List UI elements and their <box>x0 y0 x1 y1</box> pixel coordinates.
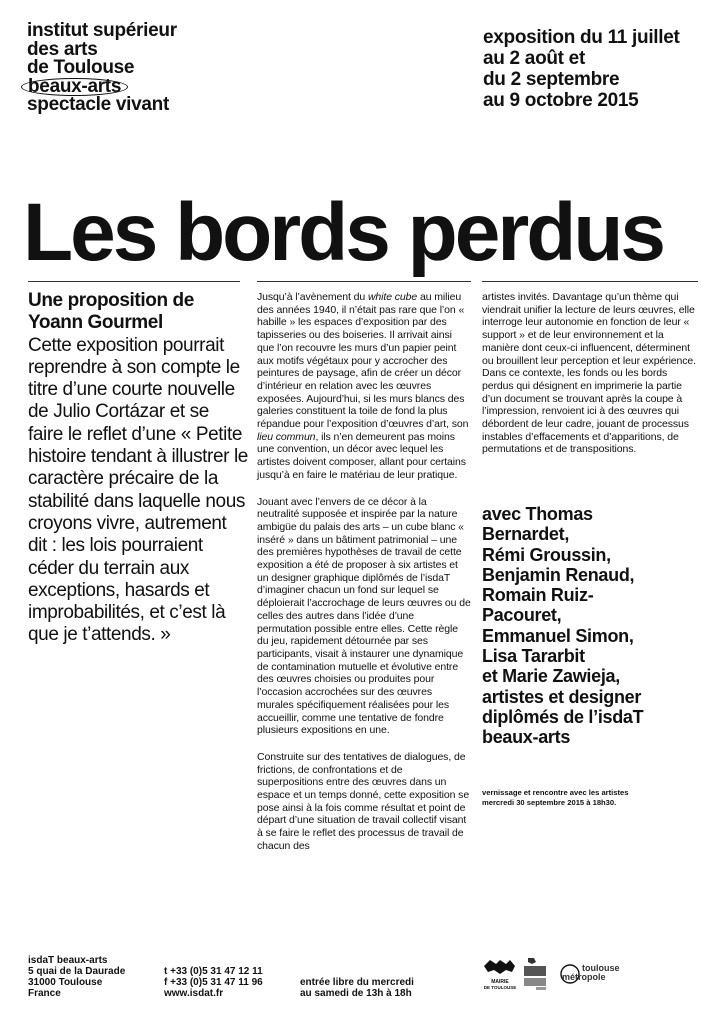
body-column-2 <box>257 291 471 867</box>
institution-line: spectacle vivant <box>27 94 170 115</box>
institution-line: institut supérieur <box>27 20 177 41</box>
address-line: 31000 Toulouse <box>28 977 103 988</box>
page-title: Les bords perdus <box>23 187 664 278</box>
vernissage-line: vernissage et rencontre avec les artistes <box>482 788 629 797</box>
phone-number: t +33 (0)5 31 47 12 11 <box>164 966 263 977</box>
paragraph: Jouant avec l’envers de ce décor à la neutralité supposée et inspirée par la nature ambigüe du palais des arts – un cube blanc « inséré » dans un bâtiment patrimonial – une des premières hypothèses de travail de cette exposition a été de proposer à six artistes et un designer graphique diplômés de l’isdaT d’imaginer chacun un fond sur lequel se déploierait l’accrochage de leurs œuvres ou de celles des autres dans l’idée d’une permutation possible entre elles. Cette règle du jeu, rapidement détournée par ses participants, visait à instaurer une dynamique de contamination mutuelle et évolutive entre des œuvres choisies ou produites pour l’occasion accrochées sur des œuvres murales spécifiquement réalisées pour les accueillir, comme une tentative de fondre plusieurs expositions en une. <box>257 495 471 737</box>
divider <box>482 281 698 282</box>
artist-line: Bernardet, <box>482 524 570 545</box>
paragraph: artistes invités. Davantage qu’un thème qui viendrait unifier la lecture de leurs œuvres, elle interroge leur autonomie en fonction de leur « support » et de leur environnement et la manière dont ceux-ci influencent, déterminent ou brouillent leur perception et leur expérience. <box>482 291 696 367</box>
artist-line: Emmanuel Simon, <box>482 625 634 646</box>
vernissage-info <box>482 788 697 807</box>
artist-line: Benjamin Renaud, <box>482 564 635 585</box>
footer-address <box>28 955 125 999</box>
address-line: 5 quai de la Daurade <box>28 966 126 977</box>
paragraph: Dans ce contexte, les fonds ou les bords perdus qui désignent en imprimerie la partie d’un document se trouvant après la coupe à l’impression, renvoient ici à des œuvres qui débordent de leur cadre, jouant de processus instables d’effacements et d’apparitions, de permutations et de transpositions. <box>482 367 689 456</box>
date-line: du 2 septembre <box>483 69 620 90</box>
government-logo <box>522 956 548 992</box>
address-line: isdaT beaux-arts <box>28 955 108 966</box>
intro-curator: Yoann Gourmel <box>28 312 163 334</box>
body-column-3 <box>482 291 700 456</box>
paragraph <box>257 291 471 482</box>
artist-line: Pacouret, <box>482 605 562 626</box>
logo-text: toulouse <box>582 963 620 973</box>
mairie-toulouse-logo <box>480 956 520 992</box>
artist-line: Rémi Groussin, <box>482 544 611 565</box>
text-emphasis: white cube <box>367 291 418 303</box>
date-line: au 9 octobre 2015 <box>483 90 639 111</box>
artist-line: et Marie Zawieja, <box>482 666 620 687</box>
artist-line: artistes et designer <box>482 686 642 707</box>
fax-number: f +33 (0)5 31 47 11 96 <box>164 977 263 988</box>
paragraph: Construite sur des tentatives de dialogues, de frictions, de confrontations et de superpositions entre des œuvres dans un espace et un temps donné, cette exposition se pose ainsi à la fois comme résultat et point de départ d’une situation de travail collectif visant à se faire le reflet des processus de travail de chacun des <box>257 750 470 852</box>
entry-line: entrée libre du mercredi <box>300 977 414 988</box>
date-line: au 2 août et <box>483 48 585 69</box>
institution-line: des arts <box>27 38 98 60</box>
institution-line: de Toulouse <box>27 57 135 78</box>
artist-line: beaux-arts <box>482 727 571 748</box>
text-run: Jusqu’à l’avènement du <box>257 291 368 303</box>
artists-list <box>482 504 697 748</box>
toulouse-metropole-logo <box>556 956 626 992</box>
date-line: exposition du 11 juillet <box>483 27 680 48</box>
logo-text: DE TOULOUSE <box>483 985 517 990</box>
vernissage-line: mercredi 30 septembre 2015 à 18h30. <box>482 797 617 807</box>
logo-text: MAIRIE <box>491 979 509 985</box>
logo-text: métropole <box>562 972 606 982</box>
divider <box>28 281 240 282</box>
address-line: France <box>28 988 61 999</box>
text-run: , ils n’en demeurent pas moins une convention, un décor avec lequel les artistes doivent composer, allant pour certains jusqu’à en faire le matériau de leur pratique. <box>257 430 466 481</box>
website-link[interactable]: www.isdat.fr <box>164 988 224 999</box>
intro-heading: Une proposition de <box>28 290 194 311</box>
artist-line: avec Thomas <box>482 504 593 524</box>
artist-line: Lisa Tararbit <box>482 646 585 667</box>
artist-line: Romain Ruiz- <box>482 585 594 606</box>
exhibition-dates <box>483 27 680 111</box>
text-run: au milieu des années 1940, il n’était pas rare que l’on « habille » les espaces d’exposition par des tapisseries ou des boiseries. Il arrivait ainsi que l’on recouvre les murs d’un papier peint aux motifs végétaux pour y accrocher des peintures de paysage, afin de créer un décor d’intérieur en relation avec les œuvres exposées. Aujourd’hui, si les murs blancs des galeries constituent la toile de fond la plus répandue pour l’exposition d’œuvres d’art, son <box>257 291 469 431</box>
footer-contact <box>164 966 263 999</box>
artist-line: diplômés de l’isdaT <box>482 706 644 727</box>
entry-line: au samedi de 13h à 18h <box>300 988 412 999</box>
intro-text: Cette exposition pourrait reprendre à son compte le titre d’une courte nouvelle de Julio Cortázar et se faire le reflet d’une « Petite histoire tendant à illustrer le caractère précaire de la stabilité dans laquelle nous croyons vivre, autrement dit : les lois pourraient céder du terrain aux exceptions, hasards et improbabilités, et c’est là que je t’attends. » <box>28 334 248 646</box>
intro-column <box>28 290 248 647</box>
institution-name <box>27 22 177 115</box>
text-emphasis: lieu commun <box>257 430 316 443</box>
institution-beaux-arts-oval: beaux-arts <box>21 78 128 96</box>
divider <box>257 281 471 282</box>
footer-entry-info <box>300 977 414 999</box>
